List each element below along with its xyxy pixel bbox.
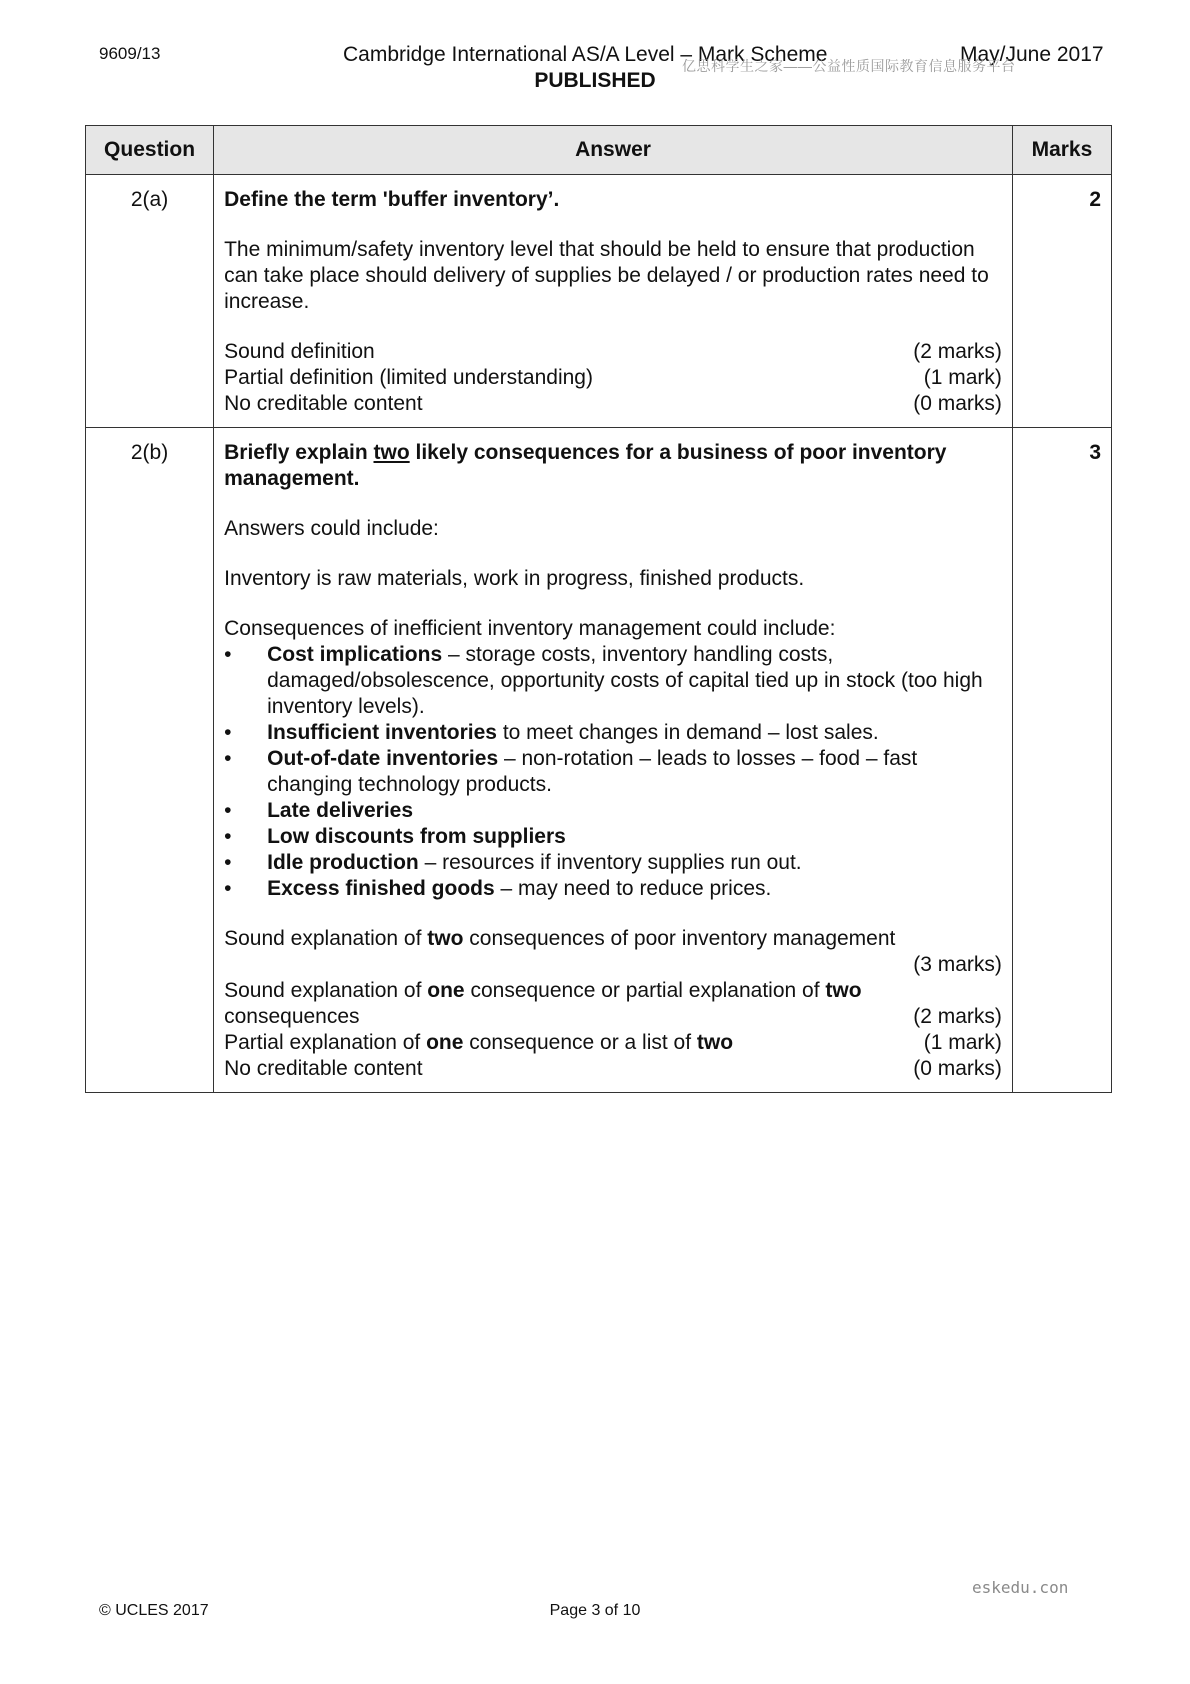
header-question: Question bbox=[86, 126, 214, 175]
level-2-marks: (2 marks) bbox=[913, 1005, 1002, 1028]
marks-2b: 3 bbox=[1012, 428, 1111, 1093]
inventory-definition: Inventory is raw materials, work in progress, finished products. bbox=[224, 567, 805, 590]
level-0-marks: (0 marks) bbox=[913, 1057, 1002, 1080]
watermark-top: 亿思科学生之家——公益性质国际教育信息服务平台 bbox=[682, 58, 1016, 74]
list-item: • Idle production – resources if inventory supplies run out. bbox=[224, 851, 802, 874]
page-number: Page 3 of 10 bbox=[549, 1602, 641, 1619]
document-title: Cambridge International AS/A Level – Mark Scheme bbox=[343, 43, 828, 66]
list-item: • Cost implications – storage costs, inventory handling costs, damaged/obsolescence, opportunity costs of capital tied up in stock (too high inventory levels). bbox=[224, 643, 983, 718]
answer-cell-2b bbox=[214, 428, 1013, 1093]
level-2-descriptor: Sound explanation of one consequence or partial explanation of two bbox=[224, 979, 862, 1002]
level-descriptor: No creditable content bbox=[224, 392, 423, 415]
question-number-2b: 2(b) bbox=[86, 428, 214, 1093]
level-3-descriptor: Sound explanation of two consequences of poor inventory management bbox=[224, 927, 896, 950]
level-1-descriptor: Partial explanation of one consequence or a list of two bbox=[224, 1031, 734, 1054]
bullet-icon: • bbox=[224, 747, 232, 770]
list-item: • Excess finished goods – may need to reduce prices. bbox=[224, 877, 772, 900]
bullet-icon: • bbox=[224, 721, 232, 744]
level-row bbox=[224, 1004, 1002, 1030]
table-row-2b bbox=[86, 428, 1112, 1093]
level-row bbox=[224, 1030, 1002, 1056]
level-row bbox=[224, 1056, 1002, 1082]
paper-code: 9609/13 bbox=[99, 44, 161, 63]
level-descriptor: Sound definition bbox=[224, 340, 375, 363]
mark-scheme-table bbox=[85, 125, 1112, 1093]
level-0-descriptor: No creditable content bbox=[224, 1057, 423, 1080]
answer-cell-2a bbox=[214, 175, 1013, 428]
bullet-icon: • bbox=[224, 825, 232, 848]
list-item: • Out-of-date inventories – non-rotation – leads to losses – food – fast changing technology products. bbox=[224, 747, 918, 796]
watermark-bottom: eskedu.con bbox=[972, 1578, 1069, 1597]
level-descriptor: Partial definition (limited understanding) bbox=[224, 366, 593, 389]
bullet-icon: • bbox=[224, 851, 232, 874]
question-number-2a: 2(a) bbox=[86, 175, 214, 428]
model-answer-2a: The minimum/safety inventory level that should be held to ensure that production can take place should delivery of supplies be delayed / or production rates need to increase. bbox=[224, 238, 989, 313]
bullet-icon: • bbox=[224, 877, 232, 900]
bullet-icon: • bbox=[224, 799, 232, 822]
header-answer: Answer bbox=[214, 126, 1013, 175]
level-3-marks: (3 marks) bbox=[913, 953, 1002, 976]
list-item: • Low discounts from suppliers bbox=[224, 825, 566, 848]
published-label: PUBLISHED bbox=[534, 69, 656, 92]
level-2-continuation: consequences bbox=[224, 1005, 360, 1028]
consequences-list bbox=[224, 642, 1002, 902]
bullet-icon: • bbox=[224, 643, 232, 666]
level-marks: (0 marks) bbox=[913, 392, 1002, 415]
list-item: • Insufficient inventories to meet changes in demand – lost sales. bbox=[224, 721, 879, 744]
level-1-marks: (1 mark) bbox=[923, 1031, 1002, 1054]
table-header-row bbox=[86, 126, 1112, 175]
question-prompt-2a: Define the term 'buffer inventory’. bbox=[224, 188, 560, 211]
table-row-2a bbox=[86, 175, 1112, 428]
level-marks: (2 marks) bbox=[913, 340, 1002, 363]
consequences-intro: Consequences of inefficient inventory management could include: bbox=[224, 617, 836, 640]
copyright-notice: © UCLES 2017 bbox=[99, 1602, 209, 1619]
exam-session: May/June 2017 bbox=[960, 43, 1104, 66]
level-marks: (1 mark) bbox=[923, 366, 1002, 389]
question-prompt-2b: Briefly explain two likely consequences for a business of poor inventory management. bbox=[224, 441, 947, 490]
level-row bbox=[224, 365, 1002, 391]
level-row bbox=[224, 339, 1002, 365]
header-marks: Marks bbox=[1012, 126, 1111, 175]
level-row bbox=[224, 391, 1002, 417]
answers-intro: Answers could include: bbox=[224, 517, 439, 540]
list-item: • Late deliveries bbox=[224, 799, 414, 822]
marks-2a: 2 bbox=[1012, 175, 1111, 428]
